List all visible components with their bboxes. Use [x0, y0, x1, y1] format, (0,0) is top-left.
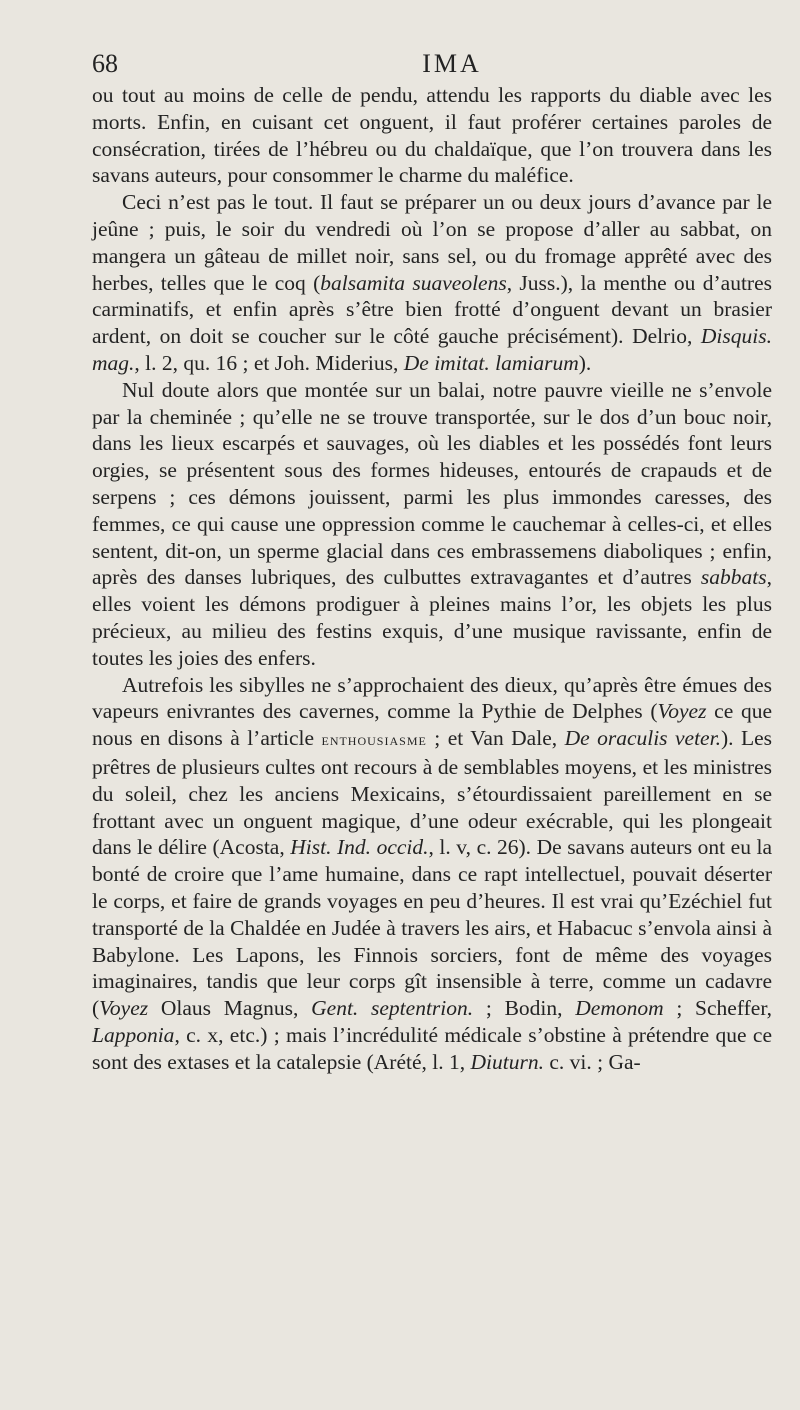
text-segment: Diuturn. [470, 1049, 544, 1074]
text-segment: Voyez [99, 996, 149, 1021]
text-segment: Olaus Magnus, [148, 996, 312, 1021]
paragraph-1 [92, 82, 772, 189]
running-head: IMA [422, 49, 482, 78]
text-segment: Ceci n’est pas le tout. Il faut se préparer un ou deux jours d’avance par le jeûne ; puis, le soir du vendredi où l’on se propose d’aller au sabbat, on mangera un gâteau de millet noir, sans sel, ou du fromage apprêté avec des herbes, telles que le coq ( [92, 190, 772, 295]
body-text [92, 82, 772, 1075]
text-segment: , c. x, etc.) ; mais l’incrédulité médicale s’obstine à prétendre que ce sont des extases et la catalepsie (Arété, l. 1, [92, 1022, 772, 1074]
text-segment: , elles voient les démons prodiguer à pleines mains l’or, les objets les plus précieux, au milieu des festins exquis, d’une musique ravissante, enfin de toutes les joies des enfers. [92, 565, 772, 670]
text-segment: ). Les prêtres de plusieurs cultes ont recours à de semblables moyens, et les ministres du soleil, chez les anciens Mexicains, s’étourdissaient pareillement en se frottant avec un onguent magique, d’une odeur exécrable, qui les plongeait dans le délire (Acosta, [92, 726, 772, 860]
text-segment: Voyez [657, 699, 707, 724]
text-segment: balsamita suaveolens [320, 270, 507, 295]
paragraph-2 [92, 189, 772, 377]
text-segment: Nul doute alors que montée sur un balai, notre pauvre vieille ne s’envole par la cheminée ; qu’elle ne se trouve transportée, sur le dos d’un bouc noir, dans les lieux escarpés et sauvages, où les diables et les possédés font leurs orgies, se présentent sous des formes hideuses, entourés de crapauds et de serpens ; ces démons jouissent, parmi les plus immondes caresses, des femmes, ce qui cause une oppression comme le cauchemar à celles-ci, et elles sentent, dit-on, un sperme glacial dans ces embrassemens diaboliques ; enfin, après des danses lubriques, des culbuttes extravagantes et d’autres [92, 377, 772, 590]
text-segment: Hist. Ind. occid. [290, 835, 429, 860]
text-segment: De imitat. lamiarum [403, 350, 579, 375]
text-segment: , Juss.), la menthe ou d’autres carminatifs, et enfin après s’être bien frotté d’onguent devant un brasier ardent, on doit se coucher sur le côté gauche précisément). Delrio, [92, 270, 773, 349]
text-segment: , l. v, c. 26). De savans auteurs ont eu la bonté de croire que l’ame humaine, dans ce rapt intellectuel, pouvait déserter le corps, et faire de grands voyages en peu d’heures. Il est vrai qu’Ezéchiel fut transporté de la Chaldée en Judée à travers les airs, et Habacuc s’envola ainsi à Babylone. Les Lapons, les Finnois sorciers, font de même des voyages imaginaires, tandis que leur corps gît insensible à terre, comme un cadavre ( [92, 835, 773, 1021]
text-segment: De oraculis veter. [564, 726, 721, 751]
text-segment: ce que nous en disons à l’article [92, 699, 772, 751]
text-segment: c. vi. ; Ga- [543, 1049, 641, 1074]
text-segment: ; Bodin, [473, 996, 576, 1021]
text-segment: Demonom [575, 996, 664, 1021]
text-segment: Disquis. mag. [92, 324, 772, 375]
text-segment: Lapponia [92, 1022, 175, 1047]
text-segment: ou tout au moins de celle de pendu, attendu les rapports du diable avec les morts. Enfin, en cuisant cet onguent, il faut proférer certaines paroles de consécration, tirées de l’hébreu ou du chaldaïque, que l’on trouvera dans les savans auteurs, pour consommer le charme du maléfice. [92, 83, 772, 188]
page-header [92, 46, 772, 82]
paragraph-3 [92, 377, 772, 672]
text-segment: , l. 2, qu. 16 ; et Joh. Miderius, [134, 350, 404, 375]
text-segment: enthousiasme [321, 730, 427, 750]
text-segment: ; Scheffer, [663, 996, 772, 1021]
text-segment: sabbats [700, 565, 767, 590]
paragraph-4 [92, 672, 772, 1076]
text-segment: ). [578, 350, 592, 375]
page-number: 68 [92, 49, 118, 78]
text-segment: Gent. septentrion. [311, 996, 474, 1021]
text-segment: Autrefois les sibylles ne s’approchaient des dieux, qu’après être émues des vapeurs enivrantes des cavernes, comme la Pythie de Delphes ( [92, 672, 772, 724]
text-segment: ; et Van Dale, [426, 726, 565, 751]
